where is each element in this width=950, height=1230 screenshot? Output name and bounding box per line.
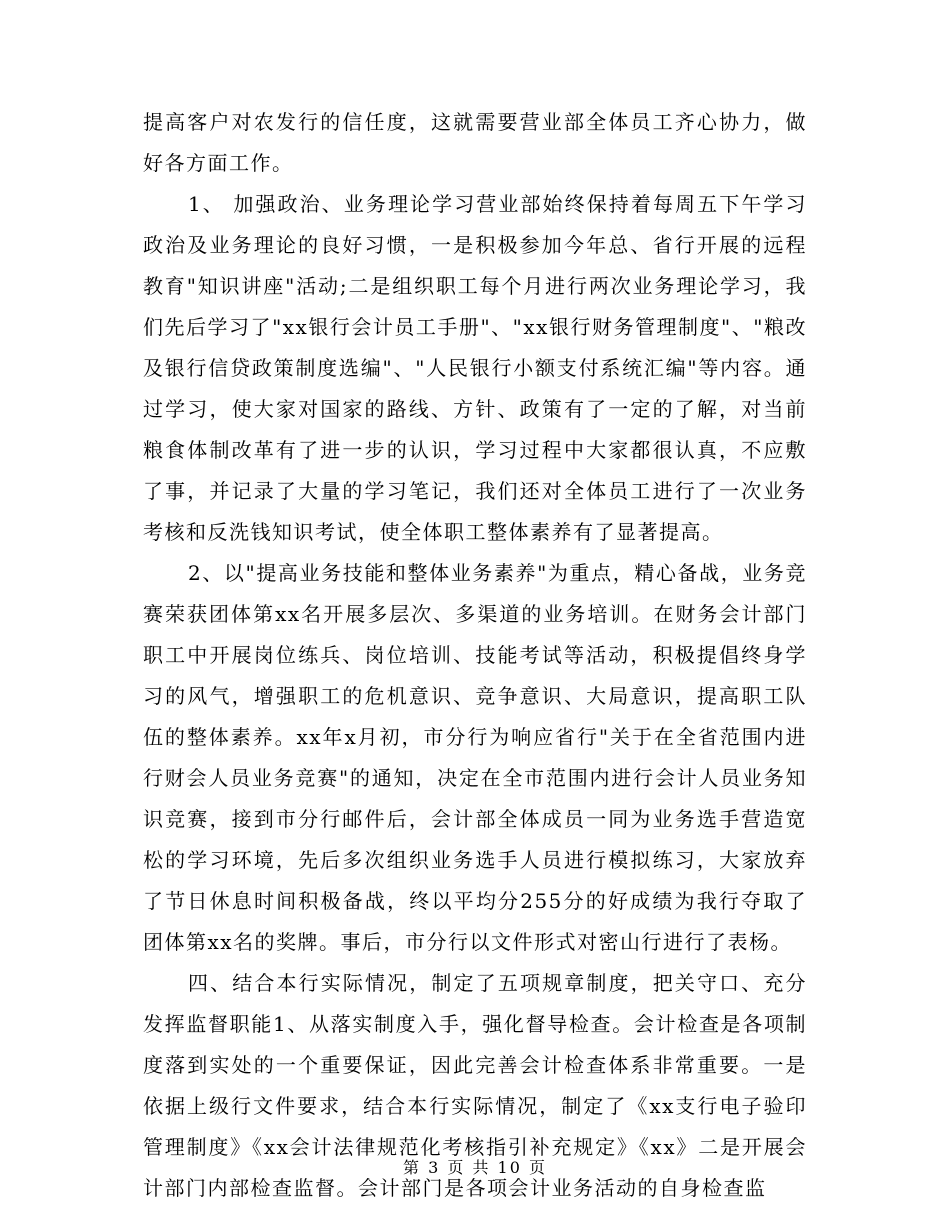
paragraph-regulations: 四、结合本行实际情况，制定了五项规章制度，把关守口、充分发挥监督职能1、从落实制度入手，强化督导检查。会计检查是各项制度落到实处的一个重要保证，因此完善会计检查体系非常重要。一是依据上级行文件要求，结合本行实际情况，制定了《xx支行电子验印管理制度》《xx会计法律规范化考核指引补充规定》《xx》二是开展会计部门内部检查监督。会计部门是各项会计业务活动的自身检查监: [143, 971, 807, 1200]
paragraph-political-study: 1、 加强政治、业务理论学习营业部始终保持着每周五下午学习政治及业务理论的良好习惯，一是积极参加今年总、省行开展的远程教育"知识讲座"活动;二是组织职工每个月进行两次业务理论学习，我们先后学习了"xx银行会计员工手册"、"xx银行财务管理制度"、"粮改及银行信贷政策制度选编"、"人民银行小额支付系统汇编"等内容。通过学习，使大家对国家的路线、方针、政策有了一定的了解，对当前粮食体制改革有了进一步的认识，学习过程中大家都很认真，不应敷了事，并记录了大量的学习笔记，我们还对全体员工进行了一次业务考核和反洗钱知识考试，使全体职工整体素养有了显著提高。: [143, 192, 807, 544]
paragraph-skills-training: 2、以"提高业务技能和整体业务素养"为重点，精心备战，业务竞赛荣获团体第xx名开展多层次、多渠道的业务培训。在财务会计部门职工中开展岗位练兵、岗位培训、技能考试等活动，积极提倡终身学习的风气，增强职工的危机意识、竞争意识、大局意识，提高职工队伍的整体素养。xx年x月初，市分行为响应省行"关于在全省范围内进行财会人员业务竞赛"的通知，决定在全市范围内进行会计人员业务知识竞赛，接到市分行邮件后，会计部全体成员一同为业务选手营造宽松的学习环境，先后多次组织业务选手人员进行模拟练习，大家放弃了节日休息时间积极备战，终以平均分255分的好成绩为我行夺取了团体第xx名的奖牌。事后，市分行以文件形式对密山行进行了表杨。: [143, 561, 807, 954]
page-footer: [0, 1155, 950, 1178]
page-number: 第 3 页 共 10 页: [403, 1158, 547, 1177]
paragraph-continuation: 提高客户对农发行的信任度，这就需要营业部全体员工齐心协力，做好各方面工作。: [143, 110, 807, 175]
document-body: [143, 102, 807, 1209]
